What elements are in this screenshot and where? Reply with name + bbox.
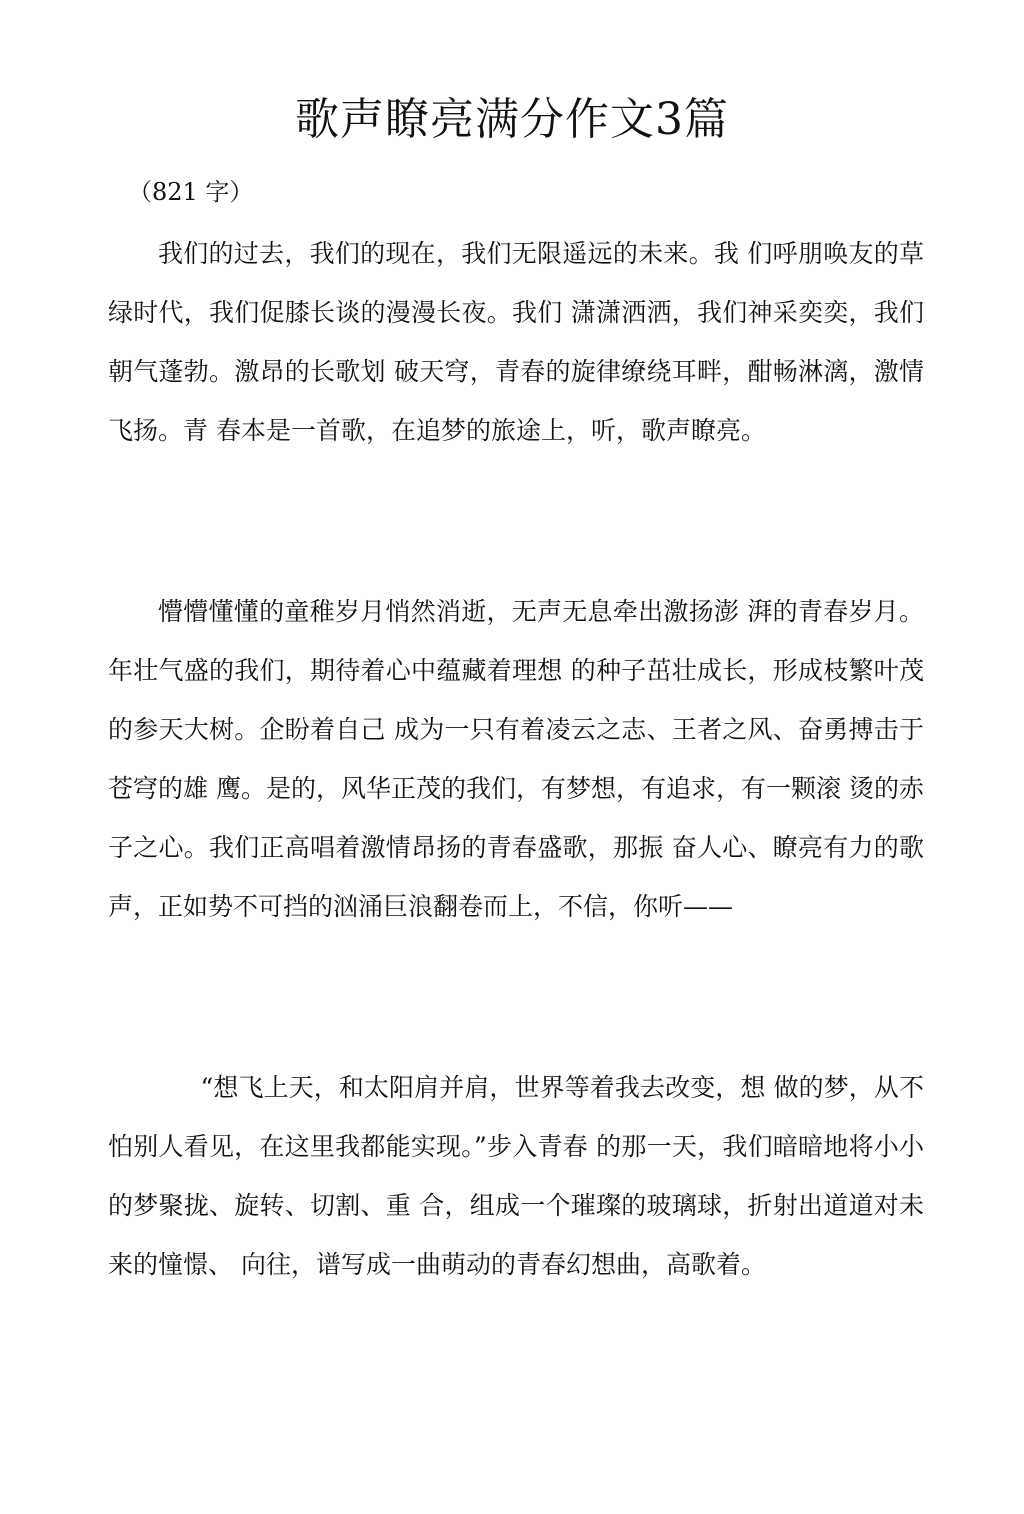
paragraph-2: 懵懵懂懂的童稚岁月悄然消逝，无声无息牵出激扬澎 湃的青春岁月。年壮气盛的我们，期待着心中蕴藏着理想 的种子茁壮成长，形成枝繁叶茂的参天大树。企盼着自己 成为一只有着凌云之志、王者之风、奋勇搏击于苍穹的雄 鹰。是的，风华正茂的我们，有梦想，有追求，有一颗滚 烫的赤子之心。我们正高唱着激情昂扬的青春盛歌，那振 奋人心、瞭亮有力的歌声，正如势不可挡的汹涌巨浪翻卷而上，不信，你听—— xyxy=(108,597,924,921)
paragraph-1: 我们的过去，我们的现在，我们无限遥远的未来。我 们呼朋唤友的草绿时代，我们促膝长谈的漫漫长夜。我们 潇潇洒洒，我们神采奕奕，我们朝气蓬勃。激昂的长歌划 破天穹，青春的旋律缭绕耳畔，酣畅淋漓，激情飞扬。青 春本是一首歌，在追梦的旅途上，听，歌声瞭亮。 xyxy=(108,239,924,445)
document-title: 歌声瞭亮满分作文3篇 xyxy=(295,94,729,145)
paragraph-3: “想飞上天，和太阳肩并肩，世界等着我去改变，想 做的梦，从不怕别人看见，在这里我都能实现。”步入青春 的那一天，我们暗暗地将小小的梦聚拢、旋转、切割、重 合，组成一个璀璨的玻璃球，折射出道道对未来的憧憬、 向往，谱写成一曲萌动的青春幻想曲，高歌着。 xyxy=(108,1073,924,1279)
word-count: （821 字） xyxy=(128,178,254,206)
